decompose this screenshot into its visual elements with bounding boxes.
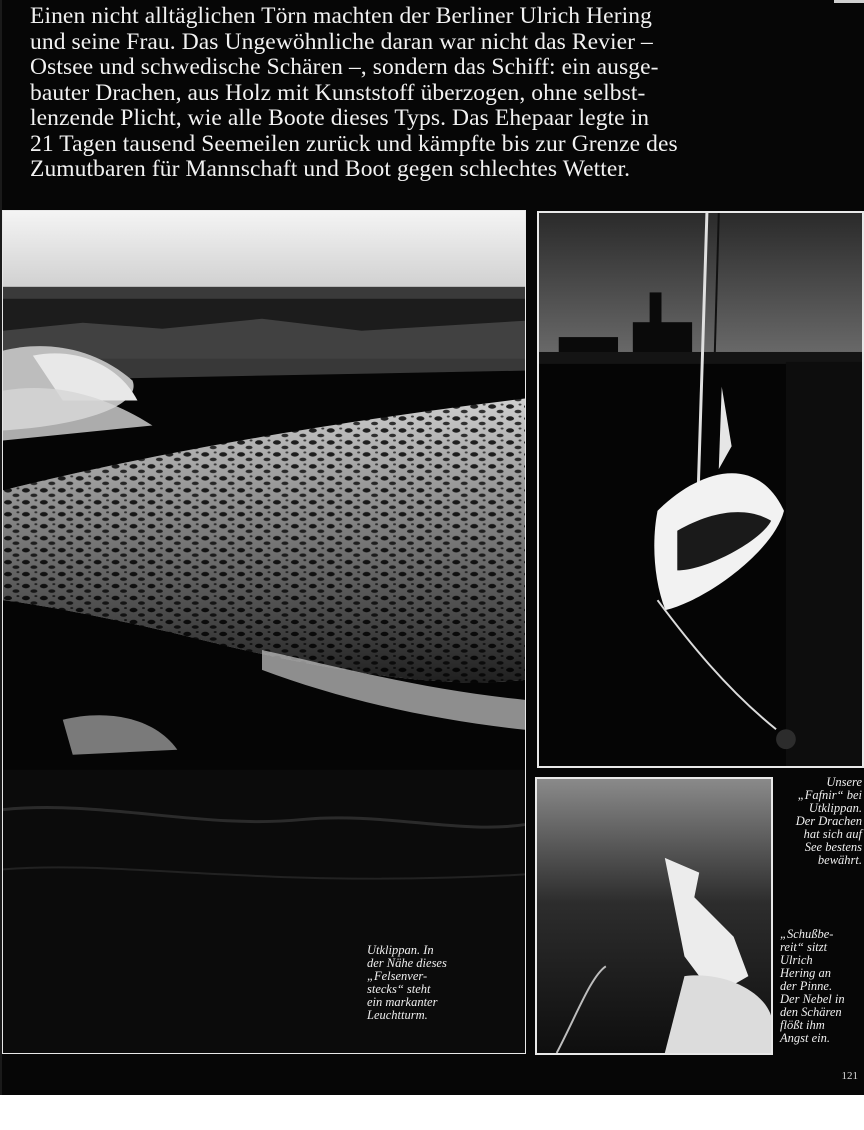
- intro-line: bauter Drachen, aus Holz mit Kunststoff überzogen, ohne selbst-: [30, 79, 646, 106]
- caption-line: stecks“ steht: [367, 982, 431, 996]
- intro-line: lenzende Plicht, wie alle Boote dieses Typs. Das Ehepaar legte in: [30, 105, 650, 131]
- caption-line: Der Nebel in: [780, 992, 845, 1006]
- sail-photo-caption: [780, 928, 864, 1045]
- corner-mark: [834, 0, 864, 3]
- caption-line: Unsere: [826, 775, 862, 789]
- harbor-sailboat-illustration: [539, 213, 862, 766]
- intro-line: 21 Tagen tausend Seemeilen zurück und kämpfte bis zur Grenze des: [30, 130, 678, 157]
- foggy-sail-photo: [535, 777, 773, 1055]
- boat-photo-caption: [762, 776, 862, 867]
- caption-line: Leuchtturm.: [367, 1008, 428, 1022]
- intro-line: Ostsee und schwedische Schären –, sondern das Schiff: ein ausge-: [30, 54, 659, 80]
- caption-line: See bestens: [804, 840, 862, 854]
- foggy-sail-illustration: [537, 779, 771, 1053]
- caption-line: Angst ein.: [780, 1031, 830, 1045]
- intro-line: und seine Frau. Das Ungewöhnliche daran war nicht das Revier –: [30, 28, 653, 55]
- caption-line: „Felsenver-: [367, 969, 428, 983]
- rocky-coast-illustration: [3, 211, 525, 1053]
- caption-line: reit“ sitzt: [780, 940, 828, 954]
- caption-line: ein markanter: [367, 995, 438, 1009]
- caption-line: bewährt.: [817, 853, 862, 867]
- caption-line: der Pinne.: [780, 979, 833, 993]
- caption-line: Utklippan.: [808, 801, 862, 815]
- intro-line: Zumutbaren für Mannschaft und Boot gegen schlechtes Wetter.: [30, 156, 631, 182]
- caption-line: den Schären: [780, 1005, 842, 1019]
- caption-line: Hering an: [780, 966, 832, 980]
- caption-line: flößt ihm: [780, 1018, 825, 1032]
- caption-line: Utklippan. In: [367, 943, 434, 957]
- caption-line: Der Drachen: [795, 814, 862, 828]
- intro-line: Einen nicht alltäglichen Törn machten der Berliner Ulrich Hering: [30, 3, 652, 29]
- caption-line: Ulrich: [780, 953, 813, 967]
- caption-line: der Nähe dieses: [367, 956, 447, 970]
- rocks-photo-caption: [367, 944, 487, 1022]
- caption-line: hat sich auf: [803, 827, 862, 841]
- rocky-coast-photo: [2, 210, 526, 1054]
- caption-line: „Fafnir“ bei: [797, 788, 862, 802]
- page-number: 121: [841, 1070, 858, 1082]
- intro-paragraph: [30, 4, 850, 183]
- caption-line: „Schußbe-: [780, 927, 834, 941]
- harbor-sailboat-photo: [537, 211, 864, 768]
